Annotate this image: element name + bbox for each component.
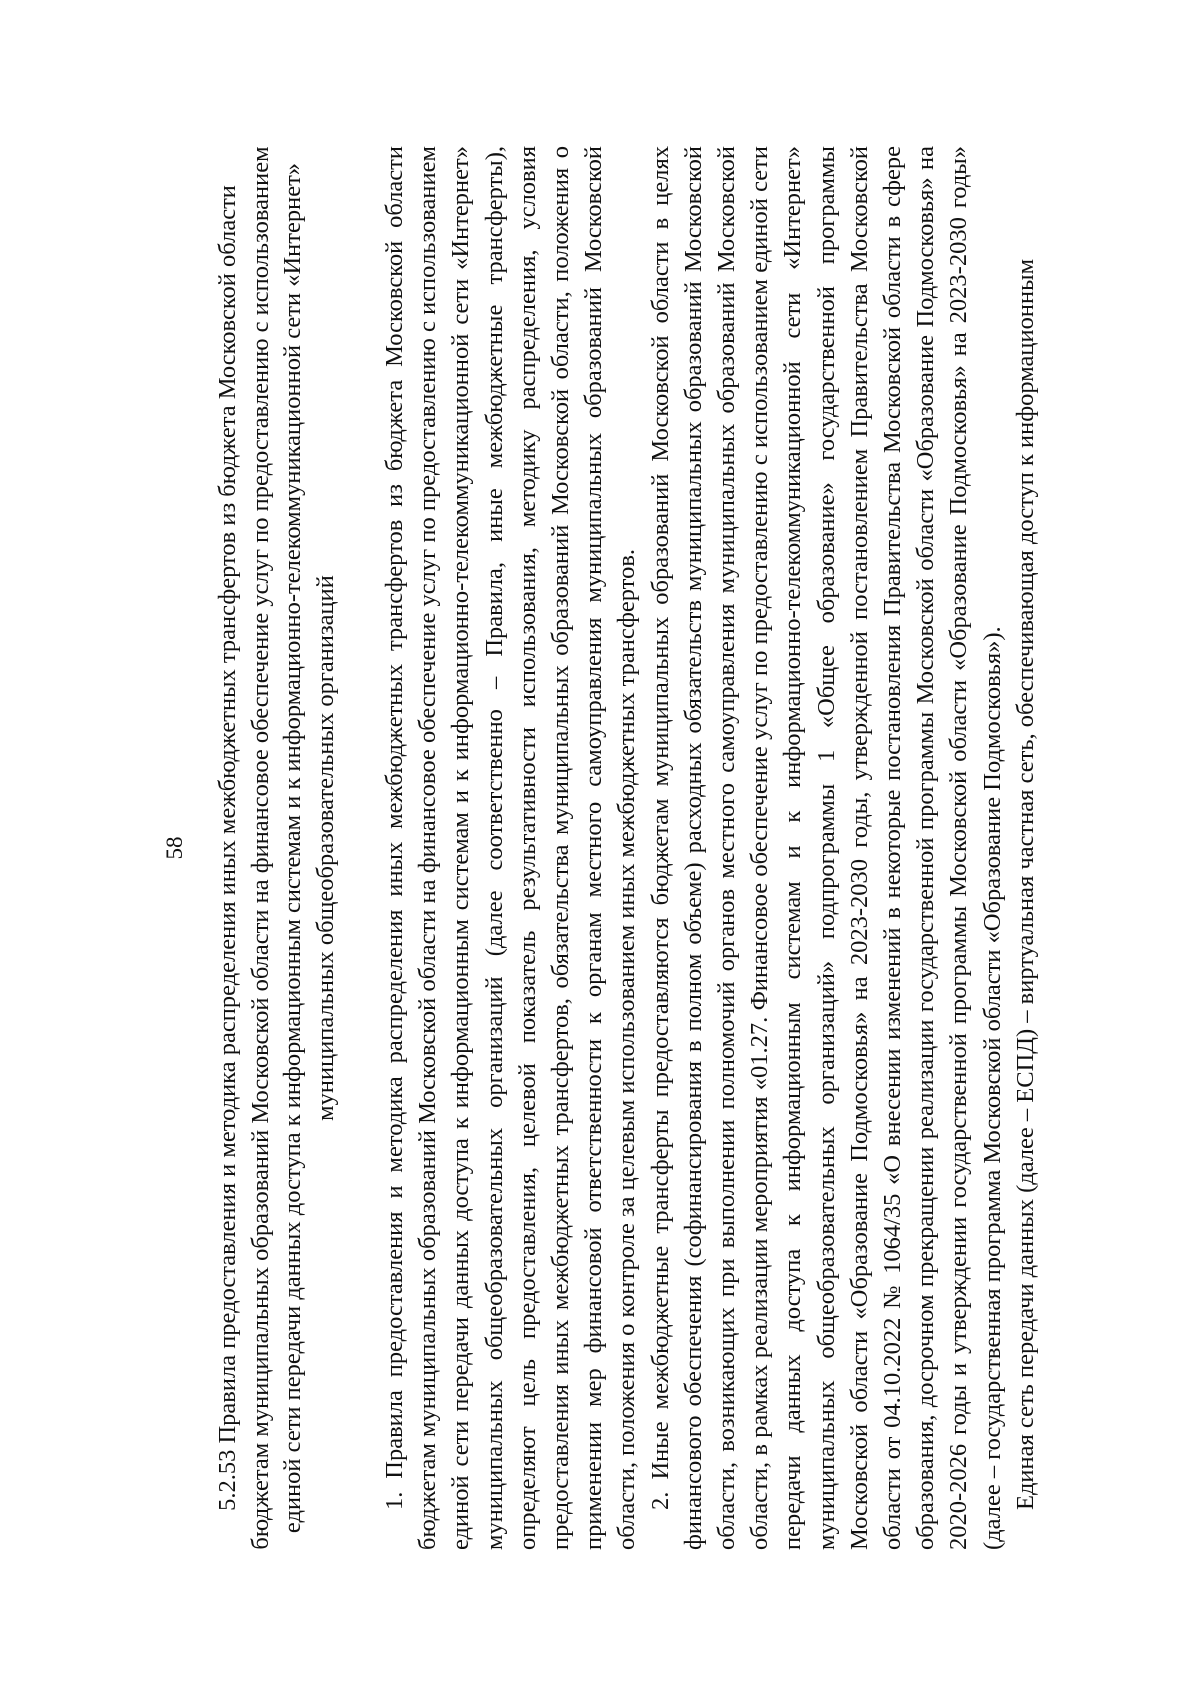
paragraph: 2. Иные межбюджетные трансферты предоставляются бюджетам муниципальных образований Московской области в целях финансового обеспечения (софинансирования в полном объеме) расходных обязательств муниципальных образований Московской области, возникающих при выполнении полномочий органов местного самоуправления муниципальных образований Московской области, в рамках реализации мероприятия «01.27. Финансовое обеспечение услуг по предоставлению с использованием единой сети передачи данных доступа к информационным системам и к информационно-телекоммуникационной сети «Интернет» муниципальных общеобразовательных организаций» подпрограммы 1 «Общее образование» государственной программы Московской области «Образование Подмосковья» на 2023-2030 годы, утвержденной постановлением Правительства Московской области от 04.10.2022 № 1064/35 «О внесении изменений в некоторые постановления Правительства Московской области в сфере образования, досрочном прекращении реализации государственной программы Московской области «Образование Подмосковья» на 2020-2026 годы и утверждении государственной программы Московской области «Образование Подмосковья» на 2023-2030 годы» (далее – государственная программа Московской области «Образование Подмосковья»).	[646, 146, 1006, 1550]
section-heading: 5.2.53 Правила предоставления и методика распределения иных межбюджетных трансфертов из бюджета Московской области бюджетам муниципальных образований Московской области на финансовое обеспечение услуг по предоставлению с использованием единой сети передачи данных доступа к информационным системам и к информационно-телекоммуникационной сети «Интернет» муниципальных общеобразовательных организаций	[214, 146, 339, 1550]
document-body	[378, 146, 1042, 1550]
paragraph: 1. Правила предоставления и методика распределения иных межбюджетных трансфертов из бюджета Московской области бюджетам муниципальных образований Московской области на финансовое обеспечение услуг по предоставлению с использованием единой сети передачи данных доступа к информационным системам и к информационно-телекоммуникационной сети «Интернет» муниципальных общеобразовательных организаций (далее соответственно – Правила, иные межбюджетные трансферты), определяют цель предоставления, целевой показатель результативности использования, методику распределения, условия предоставления иных межбюджетных трансфертов, обязательства муниципальных образований Московской области, положения о применении мер финансовой ответственности к органам местного самоуправления муниципальных образований Московской области, положения о контроле за целевым использованием иных межбюджетных трансфертов.	[381, 146, 641, 1550]
rotated-page	[100, 98, 1100, 1598]
paragraph: Единая сеть передачи данных (далее – ЕСПД) – виртуальная частная сеть, обеспечивающая доступ к информационным	[1011, 258, 1039, 1510]
page-number: 58	[162, 836, 187, 860]
